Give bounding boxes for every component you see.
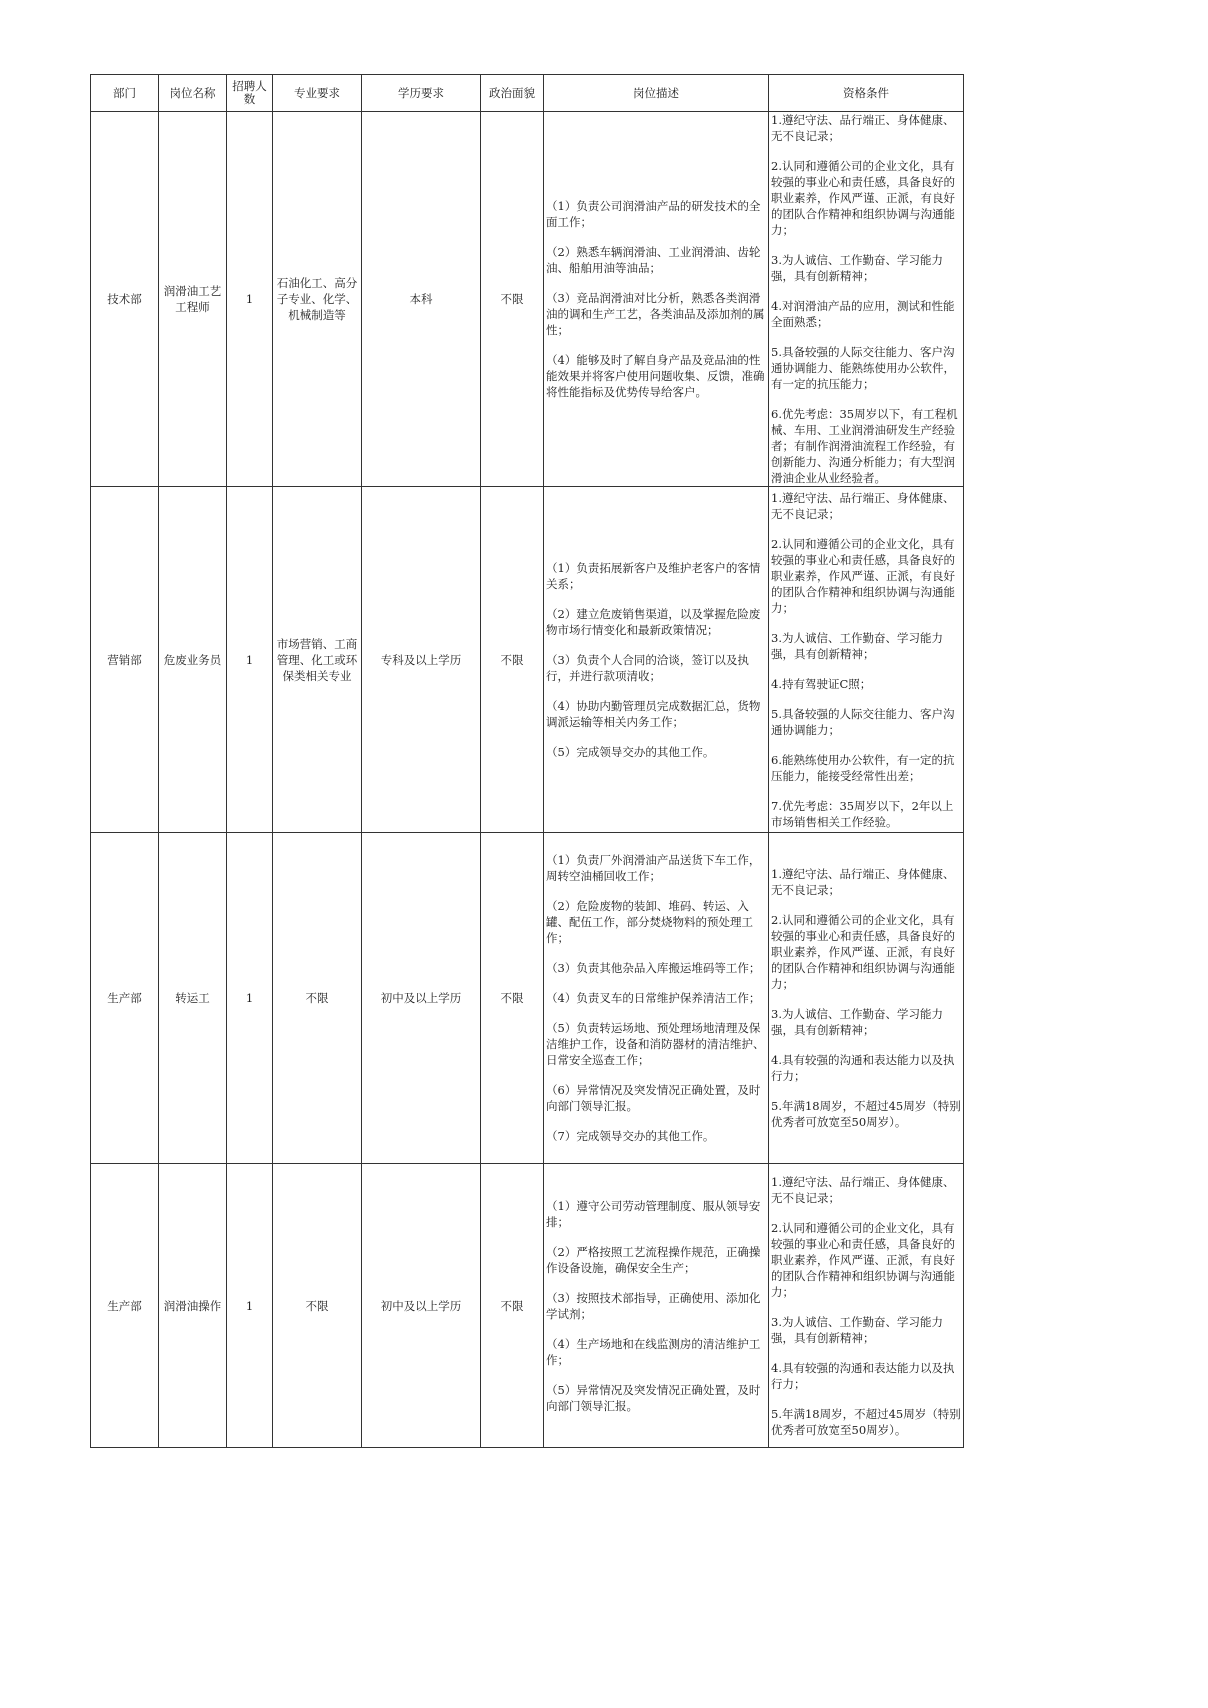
cell-count: 1 (227, 112, 273, 487)
description-item: （3）按照技术部指导，正确使用、添加化学试剂； (546, 1290, 761, 1321)
qualification-item: 5.具备较强的人际交往能力、客户沟通协调能力、能熟练使用办公软件，有一定的抗压能力； (771, 345, 955, 391)
description-item: （2）熟悉车辆润滑油、工业润滑油、齿轮油、船舶用油等油品； (546, 245, 761, 275)
cell-education: 本科 (362, 112, 481, 487)
header-qualifications: 资格条件 (769, 75, 964, 112)
description-item: （6）异常情况及突发情况正确处置，及时向部门领导汇报。 (546, 1083, 761, 1113)
qualification-item: 3.为人诚信、工作勤奋、学习能力强，具有创新精神； (771, 1314, 943, 1345)
qualification-item: 4.对润滑油产品的应用，测试和性能全面熟悉； (771, 299, 955, 329)
header-major: 专业要求 (273, 75, 362, 112)
qualification-item: 1.遵纪守法、品行端正、身体健康、无不良记录； (771, 113, 955, 143)
cell-political: 不限 (481, 833, 544, 1164)
description-item: （1）负责公司润滑油产品的研发技术的全面工作； (546, 199, 761, 229)
qualification-item: 2.认同和遵循公司的企业文化，具有较强的事业心和责任感，具备良好的职业素养，作风严谨、正派，有良好的团队合作精神和组织协调与沟通能力； (771, 913, 955, 991)
cell-title: 转运工 (159, 833, 227, 1164)
qualification-item: 7.优先考虑：35周岁以下，2年以上市场销售相关工作经验。 (771, 798, 954, 829)
description-item: （2）严格按照工艺流程操作规范，正确操作设备设施，确保安全生产； (546, 1244, 761, 1275)
description-item: （3）竞品润滑油对比分析，熟悉各类润滑油的调和生产工艺，各类油品及添加剂的属性； (546, 291, 765, 337)
description-item: （1）负责厂外润滑油产品送货下车工作，周转空油桶回收工作； (546, 853, 761, 883)
header-education: 学历要求 (362, 75, 481, 112)
qualification-item: 2.认同和遵循公司的企业文化，具有较强的事业心和责任感，具备良好的职业素养，作风严谨、正派，有良好的团队合作精神和组织协调与沟通能力； (771, 159, 955, 237)
description-item: （3）负责个人合同的洽谈，签订以及执行，并进行款项清收； (546, 652, 749, 683)
cell-major: 市场营销、工商管理、化工或环保类相关专业 (273, 487, 362, 833)
cell-dept: 生产部 (91, 1164, 159, 1448)
qualification-item: 6.优先考虑：35周岁以下，有工程机械、车用、工业润滑油研发生产经验者；有制作润滑油流程工作经验，有创新能力、沟通分析能力；有大型润滑油企业从业经验者。 (771, 407, 958, 485)
table-header-row (91, 75, 964, 112)
header-description: 岗位描述 (544, 75, 769, 112)
qualification-item: 5.年满18周岁，不超过45周岁（特别优秀者可放宽至50周岁）。 (771, 1406, 961, 1437)
cell-description (544, 112, 769, 487)
qualification-item: 2.认同和遵循公司的企业文化，具有较强的事业心和责任感，具备良好的职业素养，作风严谨、正派，有良好的团队合作精神和组织协调与沟通能力； (771, 536, 955, 615)
description-item: （5）完成领导交办的其他工作。 (546, 744, 715, 759)
cell-major: 不限 (273, 1164, 362, 1448)
qualification-item: 5.具备较强的人际交往能力、客户沟通协调能力； (771, 706, 955, 737)
qualification-item: 3.为人诚信、工作勤奋、学习能力强，具有创新精神； (771, 253, 943, 283)
cell-count: 1 (227, 487, 273, 833)
description-item: （5）负责转运场地、预处理场地清理及保洁维护工作，设备和消防器材的清洁维护、日常安全巡查工作； (546, 1021, 765, 1067)
cell-title: 润滑油操作 (159, 1164, 227, 1448)
cell-education: 专科及以上学历 (362, 487, 481, 833)
description-item: （3）负责其他杂品入库搬运堆码等工作； (546, 961, 761, 975)
cell-qualifications (769, 1164, 964, 1448)
cell-political: 不限 (481, 112, 544, 487)
cell-title: 润滑油工艺工程师 (159, 112, 227, 487)
cell-major: 石油化工、高分子专业、化学、机械制造等 (273, 112, 362, 487)
header-dept: 部门 (91, 75, 159, 112)
description-item: （4）生产场地和在线监测房的清洁维护工作； (546, 1336, 761, 1367)
cell-qualifications (769, 112, 964, 487)
qualification-item: 4.具有较强的沟通和表达能力以及执行力； (771, 1053, 955, 1083)
description-item: （7）完成领导交办的其他工作。 (546, 1129, 715, 1143)
recruitment-table (90, 74, 964, 1448)
description-item: （4）协助内勤管理员完成数据汇总，货物调派运输等相关内务工作； (546, 698, 761, 729)
header-political: 政治面貌 (481, 75, 544, 112)
cell-dept: 营销部 (91, 487, 159, 833)
cell-count: 1 (227, 833, 273, 1164)
table-row (91, 487, 964, 833)
header-count: 招聘人数 (227, 75, 273, 112)
qualification-item: 1.遵纪守法、品行端正、身体健康、无不良记录； (771, 490, 955, 521)
qualification-item: 1.遵纪守法、品行端正、身体健康、无不良记录； (771, 1174, 955, 1205)
description-item: （5）异常情况及突发情况正确处置，及时向部门领导汇报。 (546, 1382, 761, 1413)
cell-qualifications (769, 487, 964, 833)
table-row (91, 833, 964, 1164)
cell-dept: 生产部 (91, 833, 159, 1164)
table-row (91, 1164, 964, 1448)
qualification-item: 3.为人诚信、工作勤奋、学习能力强，具有创新精神； (771, 630, 943, 661)
qualification-item: 2.认同和遵循公司的企业文化，具有较强的事业心和责任感，具备良好的职业素养，作风严谨、正派，有良好的团队合作精神和组织协调与沟通能力； (771, 1220, 955, 1299)
cell-major: 不限 (273, 833, 362, 1164)
cell-qualifications (769, 833, 964, 1164)
cell-description (544, 1164, 769, 1448)
cell-dept: 技术部 (91, 112, 159, 487)
header-title: 岗位名称 (159, 75, 227, 112)
description-item: （1）负责拓展新客户及维护老客户的客情关系； (546, 560, 761, 591)
description-item: （2）建立危废销售渠道，以及掌握危险废物市场行情变化和最新政策情况； (546, 606, 761, 637)
cell-political: 不限 (481, 487, 544, 833)
cell-description (544, 487, 769, 833)
cell-title: 危废业务员 (159, 487, 227, 833)
description-item: （2）危险废物的装卸、堆码、转运、入罐、配伍工作，部分焚烧物料的预处理工作； (546, 899, 753, 945)
cell-count: 1 (227, 1164, 273, 1448)
qualification-item: 6.能熟练使用办公软件，有一定的抗压能力，能接受经常性出差； (771, 752, 955, 783)
description-item: （4）负责叉车的日常维护保养清洁工作； (546, 991, 761, 1005)
table-row (91, 112, 964, 487)
description-item: （4）能够及时了解自身产品及竞品油的性能效果并将客户使用问题收集、反馈，准确将性能指标及优势传导给客户。 (546, 353, 765, 399)
qualification-item: 4.具有较强的沟通和表达能力以及执行力； (771, 1360, 955, 1391)
qualification-item: 5.年满18周岁，不超过45周岁（特别优秀者可放宽至50周岁）。 (771, 1099, 961, 1129)
qualification-item: 1.遵纪守法、品行端正、身体健康、无不良记录； (771, 867, 955, 897)
cell-education: 初中及以上学历 (362, 833, 481, 1164)
qualification-item: 4.持有驾驶证C照； (771, 676, 872, 691)
cell-description (544, 833, 769, 1164)
qualification-item: 3.为人诚信、工作勤奋、学习能力强，具有创新精神； (771, 1007, 943, 1037)
cell-political: 不限 (481, 1164, 544, 1448)
cell-education: 初中及以上学历 (362, 1164, 481, 1448)
description-item: （1）遵守公司劳动管理制度、服从领导安排； (546, 1198, 761, 1229)
